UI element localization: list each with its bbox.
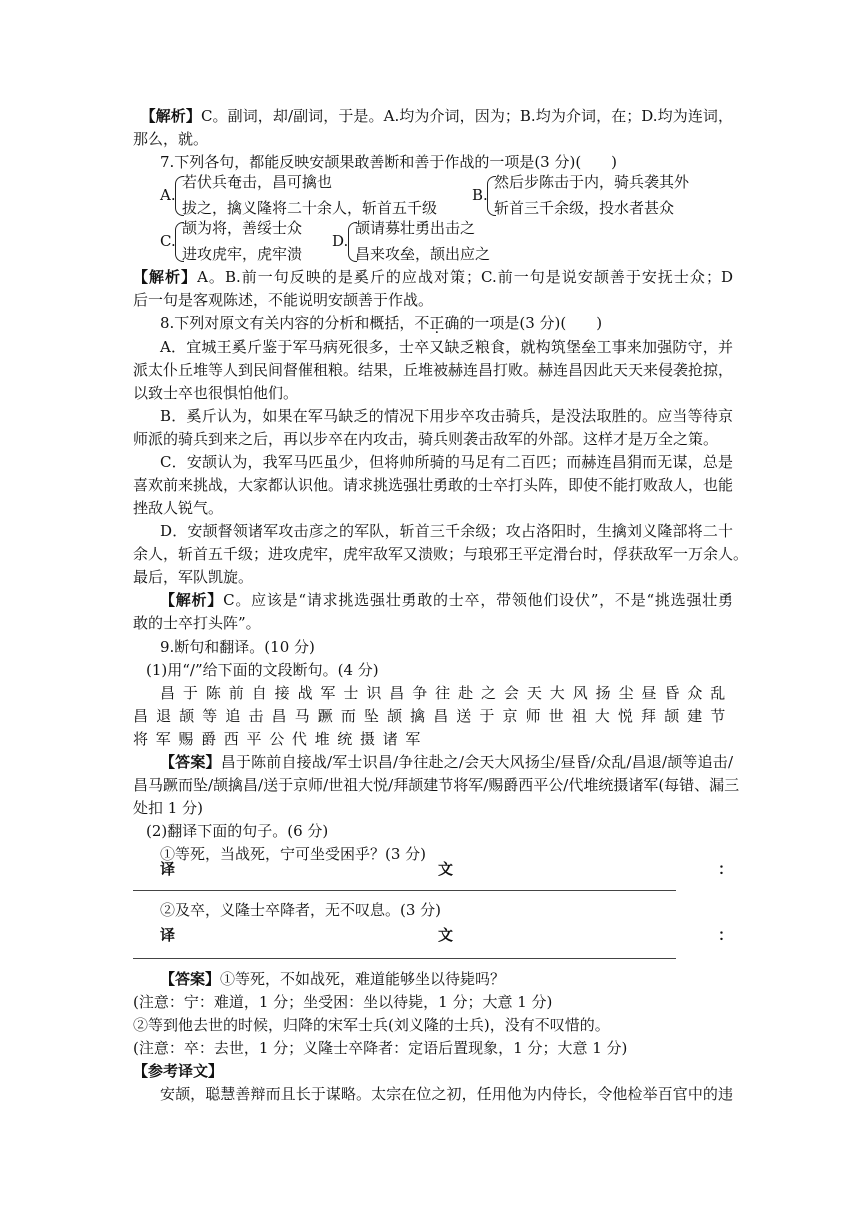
q8-option-b-line1: B．奚斤认为，如果在军马缺乏的情况下用步卒攻击骑兵，是没法取胜的。应当等待京 [160, 407, 733, 425]
q8-option-c-line3: 挫敌人锐气。 [133, 499, 224, 517]
q8-option-d-line1: D．安颉督领诸军攻击彦之的军队，斩首三千余级；攻占洛阳时，生擒刘义隆部将二十 [160, 522, 733, 540]
q8-option-c-line2: 喜欢前来挑战，大家都认识他。请求挑选强壮勇敢的士卒打头阵，即使不能打败敌人，也能 [133, 476, 734, 494]
q7-option-a-label: A. [160, 186, 176, 204]
analysis-tag: 【解析】 [133, 268, 198, 286]
q9-sub1: (1)用“/”给下面的文段断句。(4 分) [146, 661, 379, 679]
q9-sentence2: ②及卒，义隆士卒降者，无不叹息。(3 分) [160, 901, 442, 919]
answer-tag: 【答案】 [160, 753, 221, 771]
q7-option-b-line1: 然后步陈击于内，骑兵袭其外 [494, 173, 690, 191]
q9-text-line1: 昌于陈前自接战军士识昌争往赴之会天大风扬尘昼昏众乱 [160, 684, 733, 702]
q9-answer-translation2: ②等到他去世的时候，归降的宋军士兵(刘义隆的士兵)，没有不叹惜的。 [133, 1016, 610, 1034]
translation-label-wen: 文 [438, 860, 454, 878]
q7-option-a-line2: 拔之，擒义隆将二十余人，斩首五千级 [182, 199, 438, 217]
translation-label-yi: 译 [160, 860, 176, 878]
q9-answer-line1 [160, 751, 733, 773]
answer-tag: 【答案】 [160, 970, 221, 988]
q9-text-line3: 将军赐爵西平公代堆统摄诸军 [133, 730, 429, 748]
q7-option-c-line2: 进攻虎牢，虎牢溃 [182, 245, 303, 263]
q8-analysis-line2: 敢的士卒打头阵”。 [133, 614, 261, 632]
q8-stem-emphasis: 不正确 [414, 314, 460, 332]
q7-option-d-line1: 颉请募壮勇出击之 [355, 219, 476, 237]
q7-option-b-label: B. [472, 186, 488, 204]
q9-note2: (注意：卒：去世，1 分；义隆士卒降者：定语后置现象，1 分；大意 1 分) [133, 1039, 628, 1057]
analysis-text: A。B.前一句反映的是奚斤的应战对策；C.前一句是说安颉善于安抚士众；D [197, 268, 733, 286]
translation-label-yi: 译 [160, 926, 176, 944]
q9-sentence1: ①等死，当战死，宁可坐受困乎？(3 分) [160, 845, 427, 863]
q8-option-d-line2: 余人，斩首五千级；进攻虎牢，虎牢敌军又溃败；与琅邪王平定滑台时，俘获敌军一万余人。 [133, 545, 749, 563]
q7-option-c-line1: 颉为将，善绥士众 [182, 219, 303, 237]
translation-label-wen: 文 [438, 926, 454, 944]
answer-blank-line[interactable] [133, 958, 676, 959]
q8-option-a-line3: 以致士卒也很惧怕他们。 [133, 384, 299, 402]
q8-option-a-line2: 派太仆丘堆等人到民间督催租粮。结果，丘堆被赫连昌打败。赫连昌因此天天来侵袭抢掠， [133, 361, 734, 379]
answer-text: ①等死，不如战死，难道能够坐以待毙吗？ [220, 970, 506, 988]
q8-analysis-line1 [160, 589, 733, 611]
q9-answer-line2: 昌马蹶而坠/颉擒昌/送于京师/世祖大悦/拜颉建节将军/赐爵西平公/代堆统摄诸军(每错、漏三 [133, 776, 740, 794]
analysis-tag: 【解析】 [160, 591, 224, 609]
q8-option-a-line1: A．宜城王奚斤鉴于军马病死很多，士卒又缺乏粮食，就构筑堡垒工事来加强防守，并 [160, 338, 733, 356]
translation-colon: ： [718, 926, 734, 944]
q6-analysis-line1: ​ 【解析】C。副词，却/副词，于是。A.均为介词，因为；B.均为介词，在；D.均为连词， [133, 107, 733, 125]
q8-stem [160, 312, 733, 334]
q9-answer-line3: 处扣 1 分) [133, 799, 203, 817]
q7-option-d-label: D. [332, 232, 349, 250]
q8-stem-before: 8.下列对原文有关内容的分析和概括， [160, 314, 415, 332]
q9-sub2: (2)翻译下面的句子。(6 分) [146, 822, 329, 840]
analysis-text: C。副词，却/副词，于是。A.均为介词，因为；B.均为介词，在；D.均为连词， [200, 107, 733, 125]
q8-option-d-line3: 最后，军队凯旋。 [133, 568, 254, 586]
q7-option-a-line1: 若伏兵奄击，昌可擒也 [182, 173, 333, 191]
q7-analysis-line1 [133, 266, 733, 288]
q7-option-d-line2: 昌来攻垒，颉出应之 [355, 245, 491, 263]
q9-stem: 9.断句和翻译。(10 分) [160, 638, 315, 656]
answer-blank-line[interactable] [133, 890, 676, 891]
reference-translation-line1: 安颉，聪慧善辩而且长于谋略。太宗在位之初，任用他为内侍长，令他检举百官中的违 [160, 1085, 733, 1103]
q8-option-b-line2: 师派的骑兵到来之后，再以步卒在内攻击，骑兵则袭击敌军的外部。这样才是万全之策。 [133, 430, 719, 448]
q8-stem-after: 的一项是(3 分)( ) [459, 314, 603, 332]
q7-option-b-line2: 斩首三千余级，投水者甚众 [494, 199, 675, 217]
analysis-text: C。应该是“请求挑选强壮勇敢的士卒，带领他们设伏”，不是“挑选强壮勇 [223, 591, 733, 609]
q8-option-c-line1: C．安颉认为，我军马匹虽少，但将帅所骑的马足有二百匹；而赫连昌狷而无谋，总是 [160, 453, 733, 471]
translation-colon: ： [718, 860, 734, 878]
q9-text-line2: 昌退颉等追击昌马蹶而坠颉擒昌送于京师世祖大悦拜颉建节 [133, 707, 733, 725]
q7-stem: 7.下列各句，都能反映安颉果敢善断和善于作战的一项是(3 分)( ) [160, 153, 618, 171]
analysis-tag: 【解析】 [148, 107, 201, 125]
q6-analysis-line2: 那么，就。 [133, 130, 209, 148]
q9-note1: (注意：宁：难道，1 分；坐受困：坐以待毙，1 分；大意 1 分) [133, 993, 553, 1011]
reference-translation-heading: 【参考译文】 [133, 1062, 224, 1080]
q7-analysis-line2: 后一句是客观陈述，不能说明安颉善于作战。 [133, 291, 434, 309]
q9-answer-translation1 [160, 968, 733, 990]
q7-option-c-label: C. [160, 232, 176, 250]
answer-text: 昌于陈前自接战/军士识昌/争往赴之/会天大风扬尘/昼昏/众乱/昌退/颉等追击/ [220, 753, 733, 771]
